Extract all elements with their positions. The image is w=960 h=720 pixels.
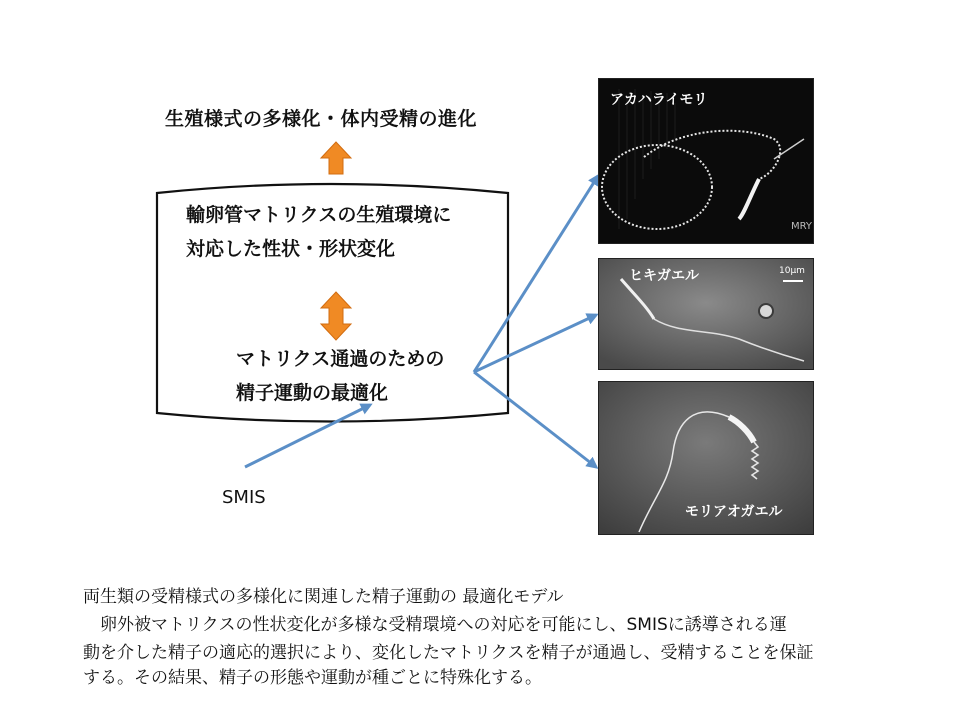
photo-toad <box>598 258 814 370</box>
box-lower-line-2: 精子運動の最適化 <box>236 382 389 404</box>
branch-arrow-bottom <box>474 372 596 467</box>
photo-treefrog <box>598 381 814 535</box>
box-line-1: 輸卵管マトリクスの生殖環境に <box>186 204 452 226</box>
caption-line-2: 動を介した精子の適応的選択により、変化したマトリクスを精子が通過し、受精することを保証 <box>83 643 814 663</box>
label-toad: ヒキガエル <box>629 268 699 284</box>
caption-line-3: する。その結果、精子の形態や運動が種ごとに特殊化する。 <box>83 668 542 688</box>
box-upper-text <box>186 198 451 266</box>
caption-line-1: 卵外被マトリクスの性状変化が多様な受精環境への対応を可能にし、SMISに誘導される運 <box>83 615 787 635</box>
photo-newt <box>598 78 814 244</box>
box-line-2: 対応した性状・形状変化 <box>186 238 396 260</box>
box-lower-line-1: マトリクス通過のための <box>236 348 445 370</box>
up-arrow <box>321 142 351 174</box>
label-treefrog: モリアオガエル <box>685 504 783 520</box>
evolution-heading: 生殖様式の多様化・体内受精の進化 <box>165 108 478 130</box>
smis-label: SMIS <box>222 487 266 508</box>
scale-bar-label: 10μm <box>779 266 805 276</box>
caption-title: 両生類の受精様式の多様化に関連した精子運動の 最適化モデル <box>83 587 564 607</box>
box-lower-text <box>236 342 444 410</box>
label-newt: アカハライモリ <box>610 92 708 108</box>
journal-logo: MRY <box>791 221 813 232</box>
